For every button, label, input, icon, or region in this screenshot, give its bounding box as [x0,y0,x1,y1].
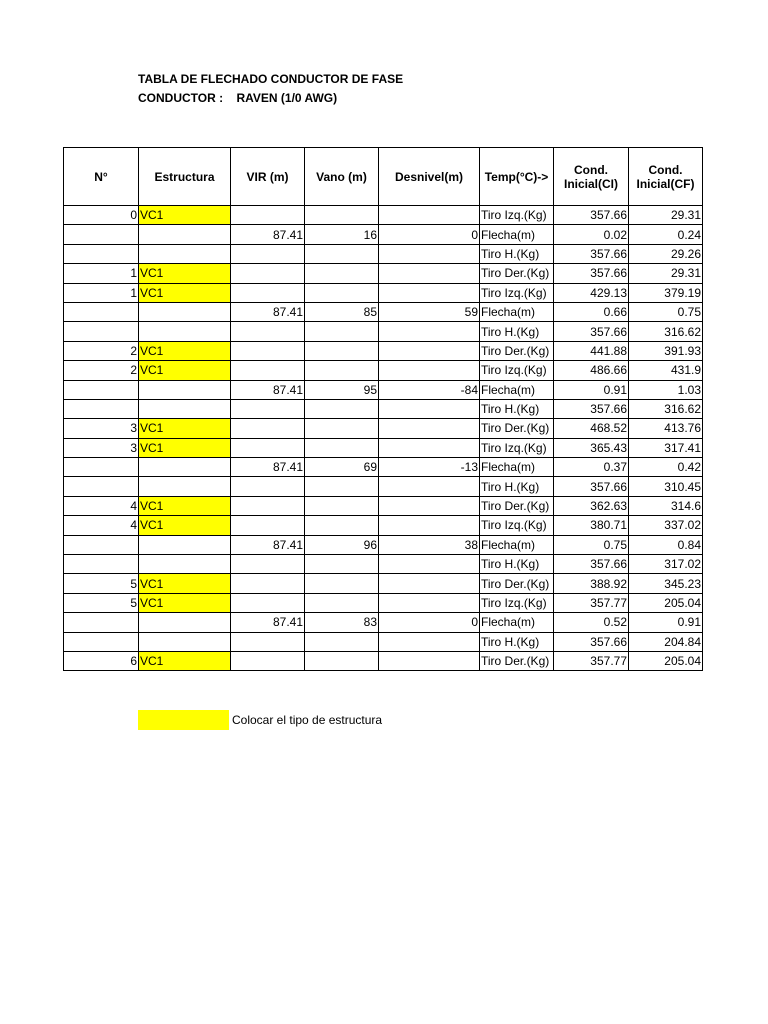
cell-parametro: Tiro Der.(Kg) [480,574,554,593]
cell-n [64,458,139,477]
cell-vir [231,516,305,535]
cell-cond-cf: 0.42 [629,458,703,477]
cell-vano [305,477,379,496]
cell-n [64,555,139,574]
cell-cond-cf: 431.9 [629,361,703,380]
table-row [64,264,703,283]
cell-vir [231,341,305,360]
cell-cond-ci: 357.66 [554,206,629,225]
table-title: TABLA DE FLECHADO CONDUCTOR DE FASE [138,72,404,86]
cell-vano [305,438,379,457]
header-cell-n: N° [64,148,139,206]
cell-n: 1 [64,283,139,302]
cell-vir [231,283,305,302]
cell-cond-ci: 357.66 [554,399,629,418]
cell-cond-cf: 337.02 [629,516,703,535]
cell-cond-cf: 310.45 [629,477,703,496]
cell-parametro: Tiro H.(Kg) [480,322,554,341]
cell-estructura [139,302,231,321]
cell-vir [231,419,305,438]
table-row [64,361,703,380]
cell-cond-cf: 205.04 [629,651,703,670]
cell-cond-ci: 0.02 [554,225,629,244]
cell-estructura: VC1 [139,341,231,360]
cell-vir [231,593,305,612]
cell-vir [231,632,305,651]
cell-cond-ci: 0.37 [554,458,629,477]
cell-vir [231,555,305,574]
cell-cond-ci: 362.63 [554,496,629,515]
cell-n [64,613,139,632]
cell-cond-cf: 29.31 [629,206,703,225]
cell-cond-cf: 204.84 [629,632,703,651]
cell-estructura [139,632,231,651]
table-row [64,458,703,477]
cell-cond-cf: 29.31 [629,264,703,283]
cell-vano [305,361,379,380]
cell-desnivel: 38 [379,535,480,554]
cell-vano [305,322,379,341]
cell-vano: 96 [305,535,379,554]
cell-cond-cf: 0.84 [629,535,703,554]
table-row [64,225,703,244]
cell-vano [305,516,379,535]
cell-parametro: Tiro Der.(Kg) [480,341,554,360]
header-cell-vir: VIR (m) [231,148,305,206]
cell-cond-cf: 317.41 [629,438,703,457]
table-row [64,380,703,399]
cell-vano [305,555,379,574]
cell-estructura [139,244,231,263]
cell-n [64,302,139,321]
cell-n: 3 [64,438,139,457]
cell-estructura [139,399,231,418]
cell-vano [305,496,379,515]
cell-cond-cf: 317.02 [629,555,703,574]
cell-n: 5 [64,574,139,593]
cell-n [64,322,139,341]
table-row [64,322,703,341]
cell-cond-cf: 314.6 [629,496,703,515]
cell-vano: 16 [305,225,379,244]
cell-n [64,535,139,554]
cell-estructura: VC1 [139,496,231,515]
cell-cond-ci: 0.52 [554,613,629,632]
cell-parametro: Tiro Izq.(Kg) [480,361,554,380]
cell-cond-cf: 205.04 [629,593,703,612]
cell-vir [231,322,305,341]
cell-estructura: VC1 [139,574,231,593]
cell-parametro: Tiro Izq.(Kg) [480,438,554,457]
header-cell-desnivel: Desnivel(m) [379,148,480,206]
cell-vano: 83 [305,613,379,632]
cell-desnivel [379,419,480,438]
cell-desnivel [379,516,480,535]
header-cell-cond-ci: Cond. Inicial(CI) [554,148,629,206]
cell-cond-cf: 29.26 [629,244,703,263]
cell-vir: 87.41 [231,225,305,244]
cell-cond-ci: 357.66 [554,555,629,574]
cell-n [64,244,139,263]
cell-n: 4 [64,496,139,515]
cell-n: 1 [64,264,139,283]
sag-table [63,147,703,671]
cell-n [64,225,139,244]
cell-vano [305,632,379,651]
cell-vano [305,651,379,670]
cell-parametro: Tiro Izq.(Kg) [480,516,554,535]
cell-estructura: VC1 [139,206,231,225]
cell-vano: 85 [305,302,379,321]
cell-estructura [139,322,231,341]
cell-cond-ci: 468.52 [554,419,629,438]
cell-vir [231,264,305,283]
cell-cond-ci: 0.91 [554,380,629,399]
table-row [64,574,703,593]
table-row [64,244,703,263]
cell-desnivel [379,341,480,360]
table-row [64,555,703,574]
cell-vir [231,651,305,670]
cell-n: 2 [64,361,139,380]
cell-estructura [139,225,231,244]
header-cell-temp: Temp(°C)-> [480,148,554,206]
cell-cond-cf: 0.75 [629,302,703,321]
cell-cond-ci: 365.43 [554,438,629,457]
table-body [64,206,703,671]
cell-parametro: Tiro H.(Kg) [480,399,554,418]
cell-estructura: VC1 [139,438,231,457]
cell-vir [231,438,305,457]
cell-desnivel [379,496,480,515]
table-row [64,438,703,457]
header-row [64,148,703,206]
cell-vir: 87.41 [231,535,305,554]
cell-desnivel [379,244,480,263]
table-row [64,283,703,302]
cell-vir [231,244,305,263]
cell-vir: 87.41 [231,613,305,632]
cell-parametro: Tiro H.(Kg) [480,477,554,496]
table-row [64,632,703,651]
cell-desnivel [379,632,480,651]
cell-desnivel [379,399,480,418]
cell-desnivel: -13 [379,458,480,477]
cell-vir [231,361,305,380]
cell-cond-ci: 357.66 [554,322,629,341]
cell-desnivel [379,651,480,670]
cell-n: 4 [64,516,139,535]
cell-parametro: Tiro Der.(Kg) [480,419,554,438]
cell-vano [305,264,379,283]
table-row [64,593,703,612]
cell-n [64,632,139,651]
table-row [64,651,703,670]
cell-estructura: VC1 [139,419,231,438]
cell-cond-ci: 429.13 [554,283,629,302]
cell-n: 5 [64,593,139,612]
cell-vir [231,574,305,593]
cell-parametro: Tiro Izq.(Kg) [480,206,554,225]
cell-n: 2 [64,341,139,360]
cell-n [64,477,139,496]
cell-n: 6 [64,651,139,670]
cell-parametro: Tiro H.(Kg) [480,244,554,263]
cell-vano [305,283,379,302]
cell-parametro: Flecha(m) [480,613,554,632]
cell-estructura [139,477,231,496]
cell-cond-ci: 380.71 [554,516,629,535]
cell-estructura [139,380,231,399]
cell-vano [305,244,379,263]
cell-cond-cf: 0.24 [629,225,703,244]
header-cell-cond-cf: Cond. Inicial(CF) [629,148,703,206]
cell-vano [305,593,379,612]
conductor-subtitle: CONDUCTOR : RAVEN (1/0 AWG) [138,91,338,105]
cell-parametro: Tiro Der.(Kg) [480,496,554,515]
cell-vano [305,419,379,438]
header-cell-estructura: Estructura [139,148,231,206]
cell-estructura: VC1 [139,593,231,612]
cell-desnivel [379,593,480,612]
cell-vir: 87.41 [231,302,305,321]
cell-vano [305,399,379,418]
cell-cond-cf: 316.62 [629,322,703,341]
cell-desnivel [379,264,480,283]
cell-parametro: Tiro Der.(Kg) [480,264,554,283]
header-cell-vano: Vano (m) [305,148,379,206]
cell-parametro: Flecha(m) [480,380,554,399]
cell-cond-cf: 379.19 [629,283,703,302]
cell-estructura: VC1 [139,651,231,670]
table-row [64,341,703,360]
cell-parametro: Tiro H.(Kg) [480,555,554,574]
cell-vano [305,206,379,225]
cell-parametro: Tiro Izq.(Kg) [480,593,554,612]
cell-desnivel [379,206,480,225]
cell-cond-ci: 441.88 [554,341,629,360]
cell-estructura [139,458,231,477]
cell-estructura: VC1 [139,264,231,283]
cell-cond-cf: 345.23 [629,574,703,593]
cell-n: 3 [64,419,139,438]
cell-cond-ci: 357.66 [554,244,629,263]
cell-cond-ci: 357.77 [554,593,629,612]
cell-cond-ci: 357.66 [554,264,629,283]
cell-vano [305,341,379,360]
cell-desnivel [379,574,480,593]
cell-parametro: Tiro Der.(Kg) [480,651,554,670]
cell-vir [231,206,305,225]
cell-cond-ci: 357.77 [554,651,629,670]
cell-desnivel [379,361,480,380]
cell-desnivel [379,477,480,496]
cell-n: 0 [64,206,139,225]
cell-parametro: Flecha(m) [480,302,554,321]
cell-cond-cf: 391.93 [629,341,703,360]
cell-desnivel: 59 [379,302,480,321]
table-row [64,496,703,515]
cell-n [64,380,139,399]
cell-parametro: Flecha(m) [480,535,554,554]
table-row [64,535,703,554]
cell-estructura [139,535,231,554]
cell-parametro: Tiro Izq.(Kg) [480,283,554,302]
cell-cond-ci: 388.92 [554,574,629,593]
cell-estructura: VC1 [139,361,231,380]
table-header [64,148,703,206]
table-row [64,206,703,225]
table-row [64,613,703,632]
table-row [64,419,703,438]
cell-vir: 87.41 [231,458,305,477]
cell-desnivel: -84 [379,380,480,399]
cell-vir: 87.41 [231,380,305,399]
cell-cond-ci: 0.66 [554,302,629,321]
cell-vir [231,496,305,515]
cell-desnivel: 0 [379,613,480,632]
cell-parametro: Flecha(m) [480,225,554,244]
cell-n [64,399,139,418]
cell-vano [305,574,379,593]
cell-estructura [139,555,231,574]
cell-desnivel [379,555,480,574]
cell-cond-ci: 357.66 [554,477,629,496]
cell-cond-cf: 0.91 [629,613,703,632]
cell-cond-ci: 0.75 [554,535,629,554]
cell-estructura: VC1 [139,283,231,302]
cell-cond-cf: 316.62 [629,399,703,418]
cell-parametro: Tiro H.(Kg) [480,632,554,651]
cell-estructura: VC1 [139,516,231,535]
cell-desnivel [379,322,480,341]
table-row [64,477,703,496]
table-row [64,516,703,535]
cell-cond-cf: 1.03 [629,380,703,399]
cell-estructura [139,613,231,632]
cell-desnivel [379,438,480,457]
legend-swatch [138,710,229,730]
cell-vano: 95 [305,380,379,399]
cell-desnivel [379,283,480,302]
cell-vir [231,399,305,418]
cell-vir [231,477,305,496]
table-row [64,302,703,321]
cell-desnivel: 0 [379,225,480,244]
table-row [64,399,703,418]
cell-cond-ci: 486.66 [554,361,629,380]
cell-parametro: Flecha(m) [480,458,554,477]
cell-cond-cf: 413.76 [629,419,703,438]
cell-cond-ci: 357.66 [554,632,629,651]
cell-vano: 69 [305,458,379,477]
legend-label: Colocar el tipo de estructura [232,713,383,727]
